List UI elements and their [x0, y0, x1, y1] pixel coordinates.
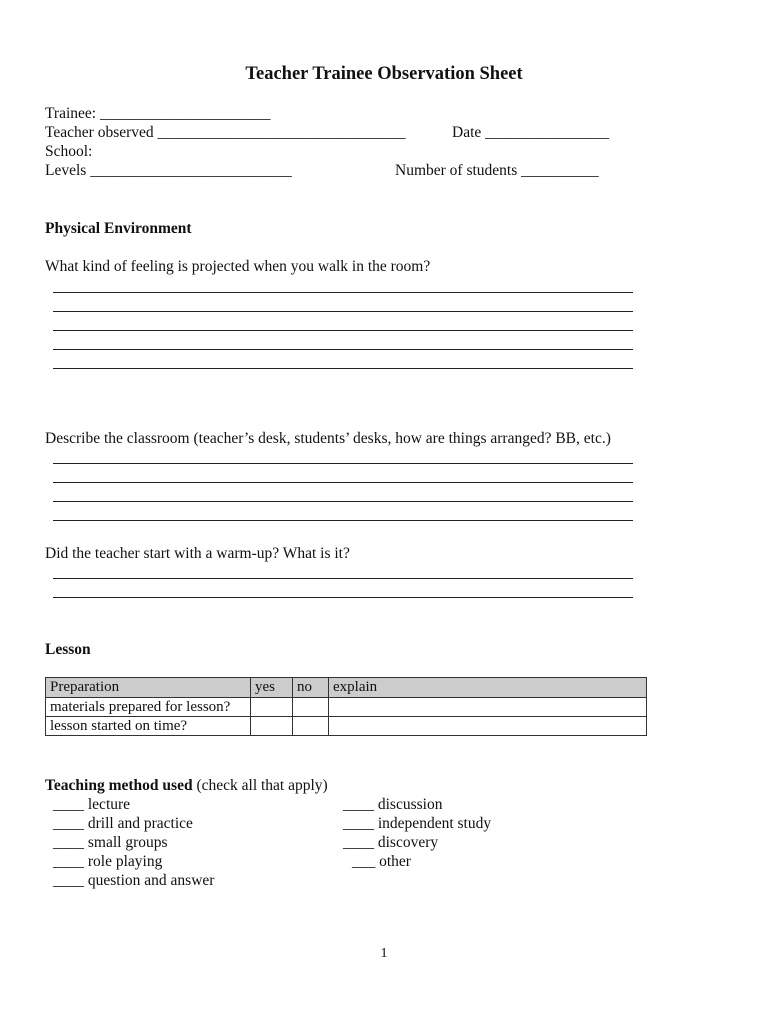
header-yes: yes — [251, 678, 293, 698]
method-option-discovery[interactable]: ____ discovery — [343, 834, 439, 851]
answer-line[interactable] — [53, 463, 633, 464]
answer-line[interactable] — [53, 482, 633, 483]
question-classroom: Describe the classroom (teacher’s desk, students’ desks, how are things arranged? BB, etc.) — [45, 430, 611, 447]
answer-line[interactable] — [53, 292, 633, 293]
answer-line[interactable] — [53, 501, 633, 502]
method-option-question-answer[interactable]: ____ question and answer — [53, 872, 215, 889]
lesson-heading: Lesson — [45, 641, 91, 658]
physical-environment-heading: Physical Environment — [45, 220, 192, 237]
school-field[interactable]: School: — [45, 143, 93, 160]
method-option-role-playing[interactable]: ____ role playing — [53, 853, 163, 870]
header-preparation: Preparation — [46, 678, 251, 698]
method-option-drill[interactable]: ____ drill and practice — [53, 815, 193, 832]
method-option-small-groups[interactable]: ____ small groups — [53, 834, 168, 851]
method-option-discussion[interactable]: ____ discussion — [343, 796, 443, 813]
question-feeling: What kind of feeling is projected when you walk in the room? — [45, 258, 431, 275]
answer-line[interactable] — [53, 578, 633, 579]
number-of-students-field[interactable]: Number of students __________ — [395, 162, 599, 179]
table-row — [46, 698, 647, 717]
question-warm-up: Did the teacher start with a warm-up? What is it? — [45, 545, 350, 562]
page-title: Teacher Trainee Observation Sheet — [245, 64, 523, 84]
answer-line[interactable] — [53, 520, 633, 521]
method-option-independent-study[interactable]: ____ independent study — [343, 815, 492, 832]
teaching-method-note: (check all that apply) — [196, 777, 328, 794]
row-label: lesson started on time? — [46, 717, 251, 736]
answer-line[interactable] — [53, 597, 633, 598]
table-row — [46, 717, 647, 736]
row-label: materials prepared for lesson? — [46, 698, 251, 717]
header-explain: explain — [329, 678, 647, 698]
teacher-observed-field[interactable]: Teacher observed ________________________________ — [45, 124, 406, 141]
preparation-table — [45, 677, 647, 736]
page-number: 1 — [380, 946, 388, 961]
date-field[interactable]: Date ________________ — [452, 124, 610, 141]
explain-cell[interactable] — [329, 717, 647, 736]
trainee-field[interactable]: Trainee: ______________________ — [45, 105, 271, 122]
method-option-other[interactable]: ___ other — [352, 853, 411, 870]
teaching-method-line — [45, 776, 328, 795]
method-option-lecture[interactable]: ____ lecture — [53, 796, 131, 813]
answer-line[interactable] — [53, 368, 633, 369]
explain-cell[interactable] — [329, 698, 647, 717]
yes-cell[interactable] — [251, 698, 293, 717]
answer-line[interactable] — [53, 349, 633, 350]
answer-line[interactable] — [53, 330, 633, 331]
levels-field[interactable]: Levels __________________________ — [45, 162, 292, 179]
table-header-row — [46, 678, 647, 698]
answer-line[interactable] — [53, 311, 633, 312]
no-cell[interactable] — [293, 698, 329, 717]
yes-cell[interactable] — [251, 717, 293, 736]
teaching-method-heading: Teaching method used — [45, 777, 193, 794]
header-no: no — [293, 678, 329, 698]
no-cell[interactable] — [293, 717, 329, 736]
